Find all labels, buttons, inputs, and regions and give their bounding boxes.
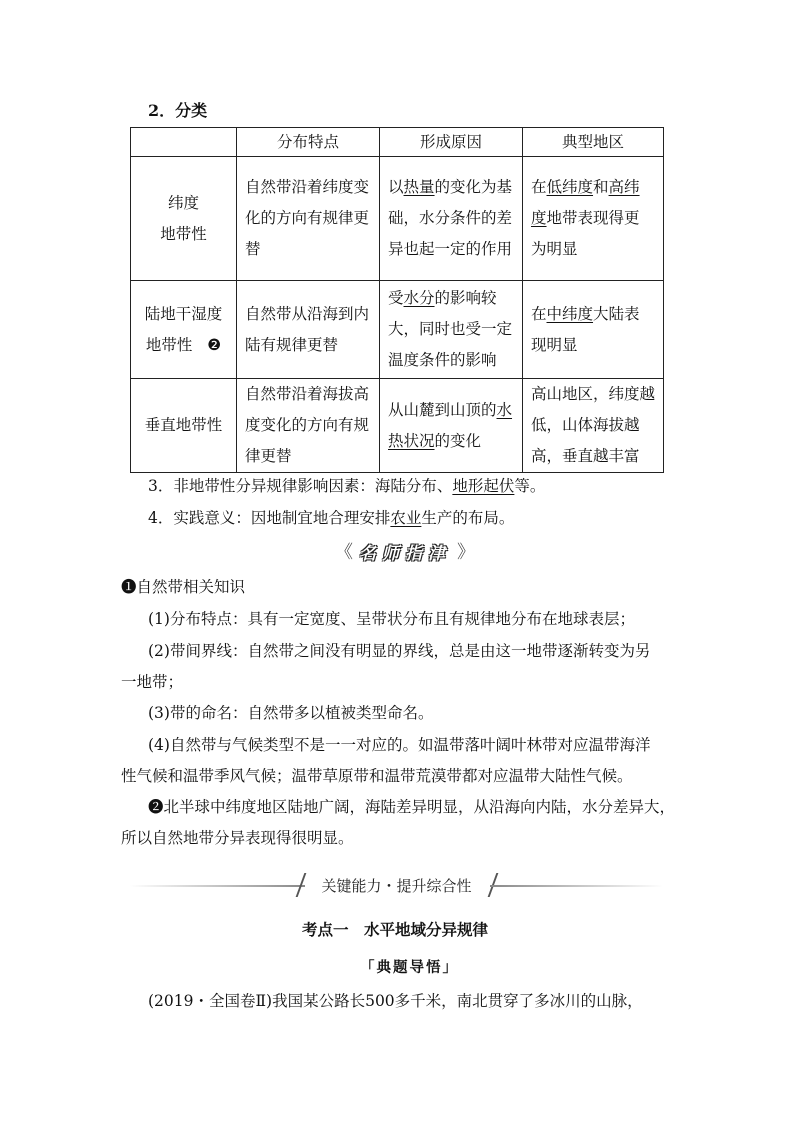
row-name-latitudinal — [131, 157, 237, 281]
table-header-row — [131, 128, 664, 157]
point-3 — [148, 474, 545, 496]
region-text: 地带表现得更为明显 — [531, 209, 640, 258]
cell-cause — [380, 157, 523, 281]
note-2-line1: ❷北半球中纬度地区陆地广阔，海陆差异明显，从沿海向内陆，水分差异大， — [148, 798, 676, 816]
cell-region: 高山地区，纬度越低，山体海拔越高，垂直越丰富 — [523, 379, 664, 473]
cause-text: 的变化为基础，水分条件的差异也起一定的作用 — [388, 178, 513, 258]
region-underlined: 低纬度 — [546, 178, 594, 196]
cell-region — [523, 157, 664, 281]
row-name-line1: 纬度 — [167, 193, 199, 212]
cause-text: 以 — [388, 178, 404, 196]
row-name-moisture — [131, 281, 237, 379]
region-underlined: 高纬度 — [531, 178, 640, 227]
banner-right-arrow-icon: 》 — [457, 542, 475, 563]
cause-text: 的影响较大，同时也受一定温度条件的影响 — [388, 289, 513, 369]
region-text: 和 — [593, 178, 609, 196]
note-1-title: ❶自然带相关知识 — [121, 578, 246, 596]
row-name-text: 地带性 — [145, 335, 193, 354]
point-4 — [148, 506, 514, 528]
point-4-suffix: 生产的布局。 — [421, 509, 515, 527]
teacher-tips-banner — [330, 538, 480, 564]
exam-point-heading: 考点一 水平地域分异规律 — [302, 920, 489, 939]
region-underlined: 中纬度 — [546, 304, 594, 323]
note-marker-2: ❷ — [207, 335, 222, 354]
divider-label: 关键能力・提升综合性 — [321, 877, 472, 895]
classification-table — [130, 127, 664, 473]
cell-cause — [380, 281, 523, 379]
table-header-region: 典型地区 — [523, 128, 664, 157]
banner-title: 名师指津 — [359, 543, 451, 564]
row-name-line2: 地带性 — [160, 224, 207, 243]
cell-feature: 自然带从沿海到内陆有规律更替 — [237, 281, 380, 379]
row-name-vertical: 垂直地带性 — [131, 379, 237, 473]
section-heading: 2．分类 — [148, 101, 208, 120]
table-row-vertical — [131, 379, 664, 473]
table-header-corner — [131, 128, 237, 157]
cause-text: 的变化 — [434, 431, 482, 450]
note-1-d-line1: (4)自然带与气候类型不是一一对应的。如温带落叶阔叶林带对应温带海洋 — [148, 736, 651, 754]
note-1-a: (1)分布特点：具有一定宽度、呈带状分布且有规律地分布在地球表层； — [148, 610, 635, 628]
region-text: 大陆表现明显 — [531, 304, 640, 354]
cell-feature: 自然带沿着纬度变化的方向有规律更替 — [237, 157, 380, 281]
point-3-underlined: 地形起伏 — [452, 477, 515, 495]
cell-cause — [380, 379, 523, 473]
note-1-d-line2: 性气候和温带季风气候；温带草原带和温带荒漠带都对应温带大陆性气候。 — [121, 767, 633, 785]
table-row-latitudinal — [131, 157, 664, 281]
sub-heading: 「典题导悟」 — [360, 959, 459, 976]
cell-feature: 自然带沿着海拔高度变化的方向有规律更替 — [237, 379, 380, 473]
point-3-text: 3．非地带性分异规律影响因素：海陆分布、 — [148, 477, 453, 495]
point-4-underlined: 农业 — [390, 509, 422, 527]
question-text: (2019・全国卷Ⅱ)我国某公路长500多千米，南北贯穿了多冰川的山脉， — [148, 992, 643, 1010]
table-header-feature: 分布特点 — [237, 128, 380, 157]
cause-underlined: 水热状况 — [388, 400, 513, 450]
note-1-c: (3)带的命名：自然带多以植被类型命名。 — [148, 704, 434, 722]
note-2-line2: 所以自然地带分异表现得很明显。 — [121, 829, 354, 847]
cause-text: 受 — [388, 289, 404, 307]
row-name-line2 — [139, 330, 228, 361]
note-1-b-line2: 一地带； — [121, 673, 184, 691]
point-3-suffix: 等。 — [514, 477, 546, 495]
section-divider — [130, 870, 663, 900]
row-name-line1: 陆地干湿度 — [144, 304, 223, 323]
note-1-b-line1: (2)带间界线：自然带之间没有明显的界线，总是由这一地带逐渐转变为另 — [148, 642, 651, 660]
point-4-text: 4．实践意义：因地制宜地合理安排 — [148, 509, 391, 527]
cause-text: 从山麓到山顶的 — [388, 400, 497, 419]
banner-left-arrow-icon: 《 — [335, 542, 353, 563]
table-row-moisture — [131, 281, 664, 379]
cause-underlined: 水分 — [403, 289, 435, 307]
region-text: 在 — [531, 178, 547, 196]
table-header-cause: 形成原因 — [380, 128, 523, 157]
region-text: 在 — [531, 304, 547, 323]
cell-region — [523, 281, 664, 379]
cause-underlined: 热量 — [403, 178, 435, 196]
